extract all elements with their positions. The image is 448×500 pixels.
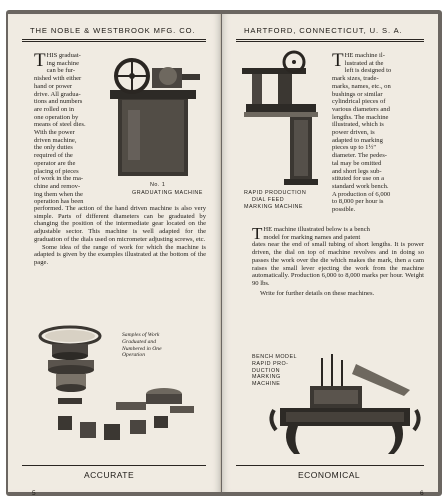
intro-line: and short legs sub-	[332, 167, 382, 175]
intro-line: ing machine	[46, 59, 80, 67]
header-rule	[22, 39, 206, 40]
intro-line: drive. All gradua-	[34, 90, 81, 98]
caption-2-line: DUCTION	[252, 367, 281, 374]
body-rest: performed. The action of the hand driven machine is also very simple. Parts of different diameters can be graduated by changing the position of the intermediate gear located on the adjustable sector. This machine is well adapted for the graduation of the dials used on micrometer adjusting screws, etc.	[34, 205, 206, 243]
intro-line: required of the	[34, 152, 73, 160]
intro-line: tions and numbers	[34, 98, 83, 106]
caption-1-line: DIAL FEED	[252, 196, 285, 203]
footer-rule	[236, 465, 424, 466]
intro-line: operator are the	[34, 159, 76, 167]
caption-number: No. 1	[150, 182, 166, 188]
intro-line: possible.	[332, 206, 356, 214]
intro-line: nished with either	[34, 75, 82, 83]
intro-line: one operation by	[34, 113, 79, 121]
intro-text	[34, 52, 89, 206]
right-footer: ECONOMICAL	[298, 470, 361, 480]
intro-line: standard work bench.	[332, 182, 389, 190]
intro-line: HIS graduat-	[46, 52, 81, 59]
intro-line: A production of 6,000	[332, 190, 391, 198]
samples-caption-line: Graduated and	[122, 338, 157, 345]
right-header: HARTFORD, CONNECTICUT, U. S. A.	[244, 26, 403, 35]
para3: Write for further details on these machines.	[260, 289, 375, 297]
header-rule	[236, 39, 424, 40]
intro-line: stituted for use on a	[332, 175, 385, 183]
intro-line: are rolled on in	[34, 105, 75, 113]
samples-caption-line: Operation	[122, 352, 145, 359]
caption-2-line: BENCH MODEL	[252, 354, 298, 360]
intro-line: ing them when the	[34, 190, 83, 198]
caption-title: GRADUATING MACHINE	[132, 190, 203, 196]
para2-first: HE machine illustrated below is a bench	[263, 226, 370, 233]
bench-model-machine-image	[260, 350, 430, 462]
caption-2-line: RAPID PRO-	[252, 360, 289, 367]
intro-line: various diameters and	[332, 105, 390, 113]
intro-line: the only duties	[34, 144, 73, 152]
intro-line: of work in the ma-	[34, 175, 84, 183]
intro-text	[332, 52, 426, 214]
header-rule	[22, 41, 206, 42]
intro-column	[34, 52, 89, 206]
caption-1	[244, 190, 306, 210]
caption-2-line: MACHINE	[252, 381, 281, 388]
caption-1-line: MARKING MACHINE	[244, 203, 304, 210]
page-number: 6	[420, 490, 424, 497]
intro-line: adapted to marking	[332, 136, 383, 144]
page-number: 5	[32, 490, 36, 497]
samples-caption-line: Samples of Work	[122, 332, 160, 338]
drop-cap: T	[252, 224, 263, 243]
drop-cap: T	[332, 50, 344, 71]
intro-line: illustrated, which is	[332, 121, 384, 129]
intro-line: tal may be omitted	[332, 159, 382, 167]
caption-1-line: RAPID PRODUCTION	[244, 190, 307, 196]
para2-rest: dates near the end of small tubing of short lengths. It is power driven, the dial on top of machine revolves and in doing so passes the work over the die which makes the mark, then a cam raises the small lever ejecting the work from the machine automatically. Production 6,000 to 8,000 marks per hour. Weight 90 lbs.	[252, 241, 424, 287]
intro-line: chine and remov-	[34, 182, 81, 190]
para2-second: model for marking names and patent	[263, 233, 361, 241]
intro-line: means of steel dies.	[34, 121, 86, 129]
intro-line: can be fur-	[46, 67, 76, 75]
intro-line: power driven, is	[332, 129, 375, 137]
intro-line: lustrated at the	[344, 59, 384, 67]
intro-line: driven machine,	[34, 136, 77, 144]
intro-line: With the power	[34, 129, 75, 137]
body-text	[34, 205, 206, 267]
caption-2-line: MARKING	[252, 374, 281, 381]
intro-line: placing of pieces	[34, 167, 79, 175]
intro-line: hand or power	[34, 82, 73, 90]
intro-line: pieces up to 1½"	[332, 144, 377, 152]
footer-rule	[22, 465, 206, 466]
graduating-machine-image	[96, 50, 214, 180]
intro-line: lengths. The machine	[332, 113, 389, 121]
bench-model-text	[252, 226, 424, 297]
intro-line: left is designed to	[344, 67, 392, 75]
intro-line: mark sizes, trade-	[332, 75, 379, 83]
intro-line: marks, names, etc., on	[332, 82, 391, 90]
left-header: THE NOBLE & WESTBROOK MFG. CO.	[30, 26, 196, 35]
intro-line: HE machine il-	[344, 52, 385, 59]
drop-cap: T	[34, 50, 46, 71]
intro-line: operation has been	[34, 198, 84, 206]
intro-column	[332, 52, 426, 214]
header-rule	[236, 41, 424, 42]
samples-caption	[122, 332, 202, 359]
dial-feed-machine-image	[238, 48, 324, 188]
right-page	[222, 14, 438, 497]
samples-caption-line: Numbered in One	[122, 345, 162, 352]
intro-line: cylindrical pieces of	[332, 98, 386, 106]
paragraph-2: Some idea of the range of work for which the machine is adapted is given by the examples illustrated at the bottom of the page.	[34, 243, 206, 266]
intro-line: diameter. The pedes-	[332, 152, 387, 160]
left-footer: ACCURATE	[84, 470, 135, 480]
intro-line: to 8,000 per hour is	[332, 198, 384, 206]
intro-line: bushings or similar	[332, 90, 383, 98]
left-page	[8, 14, 221, 497]
